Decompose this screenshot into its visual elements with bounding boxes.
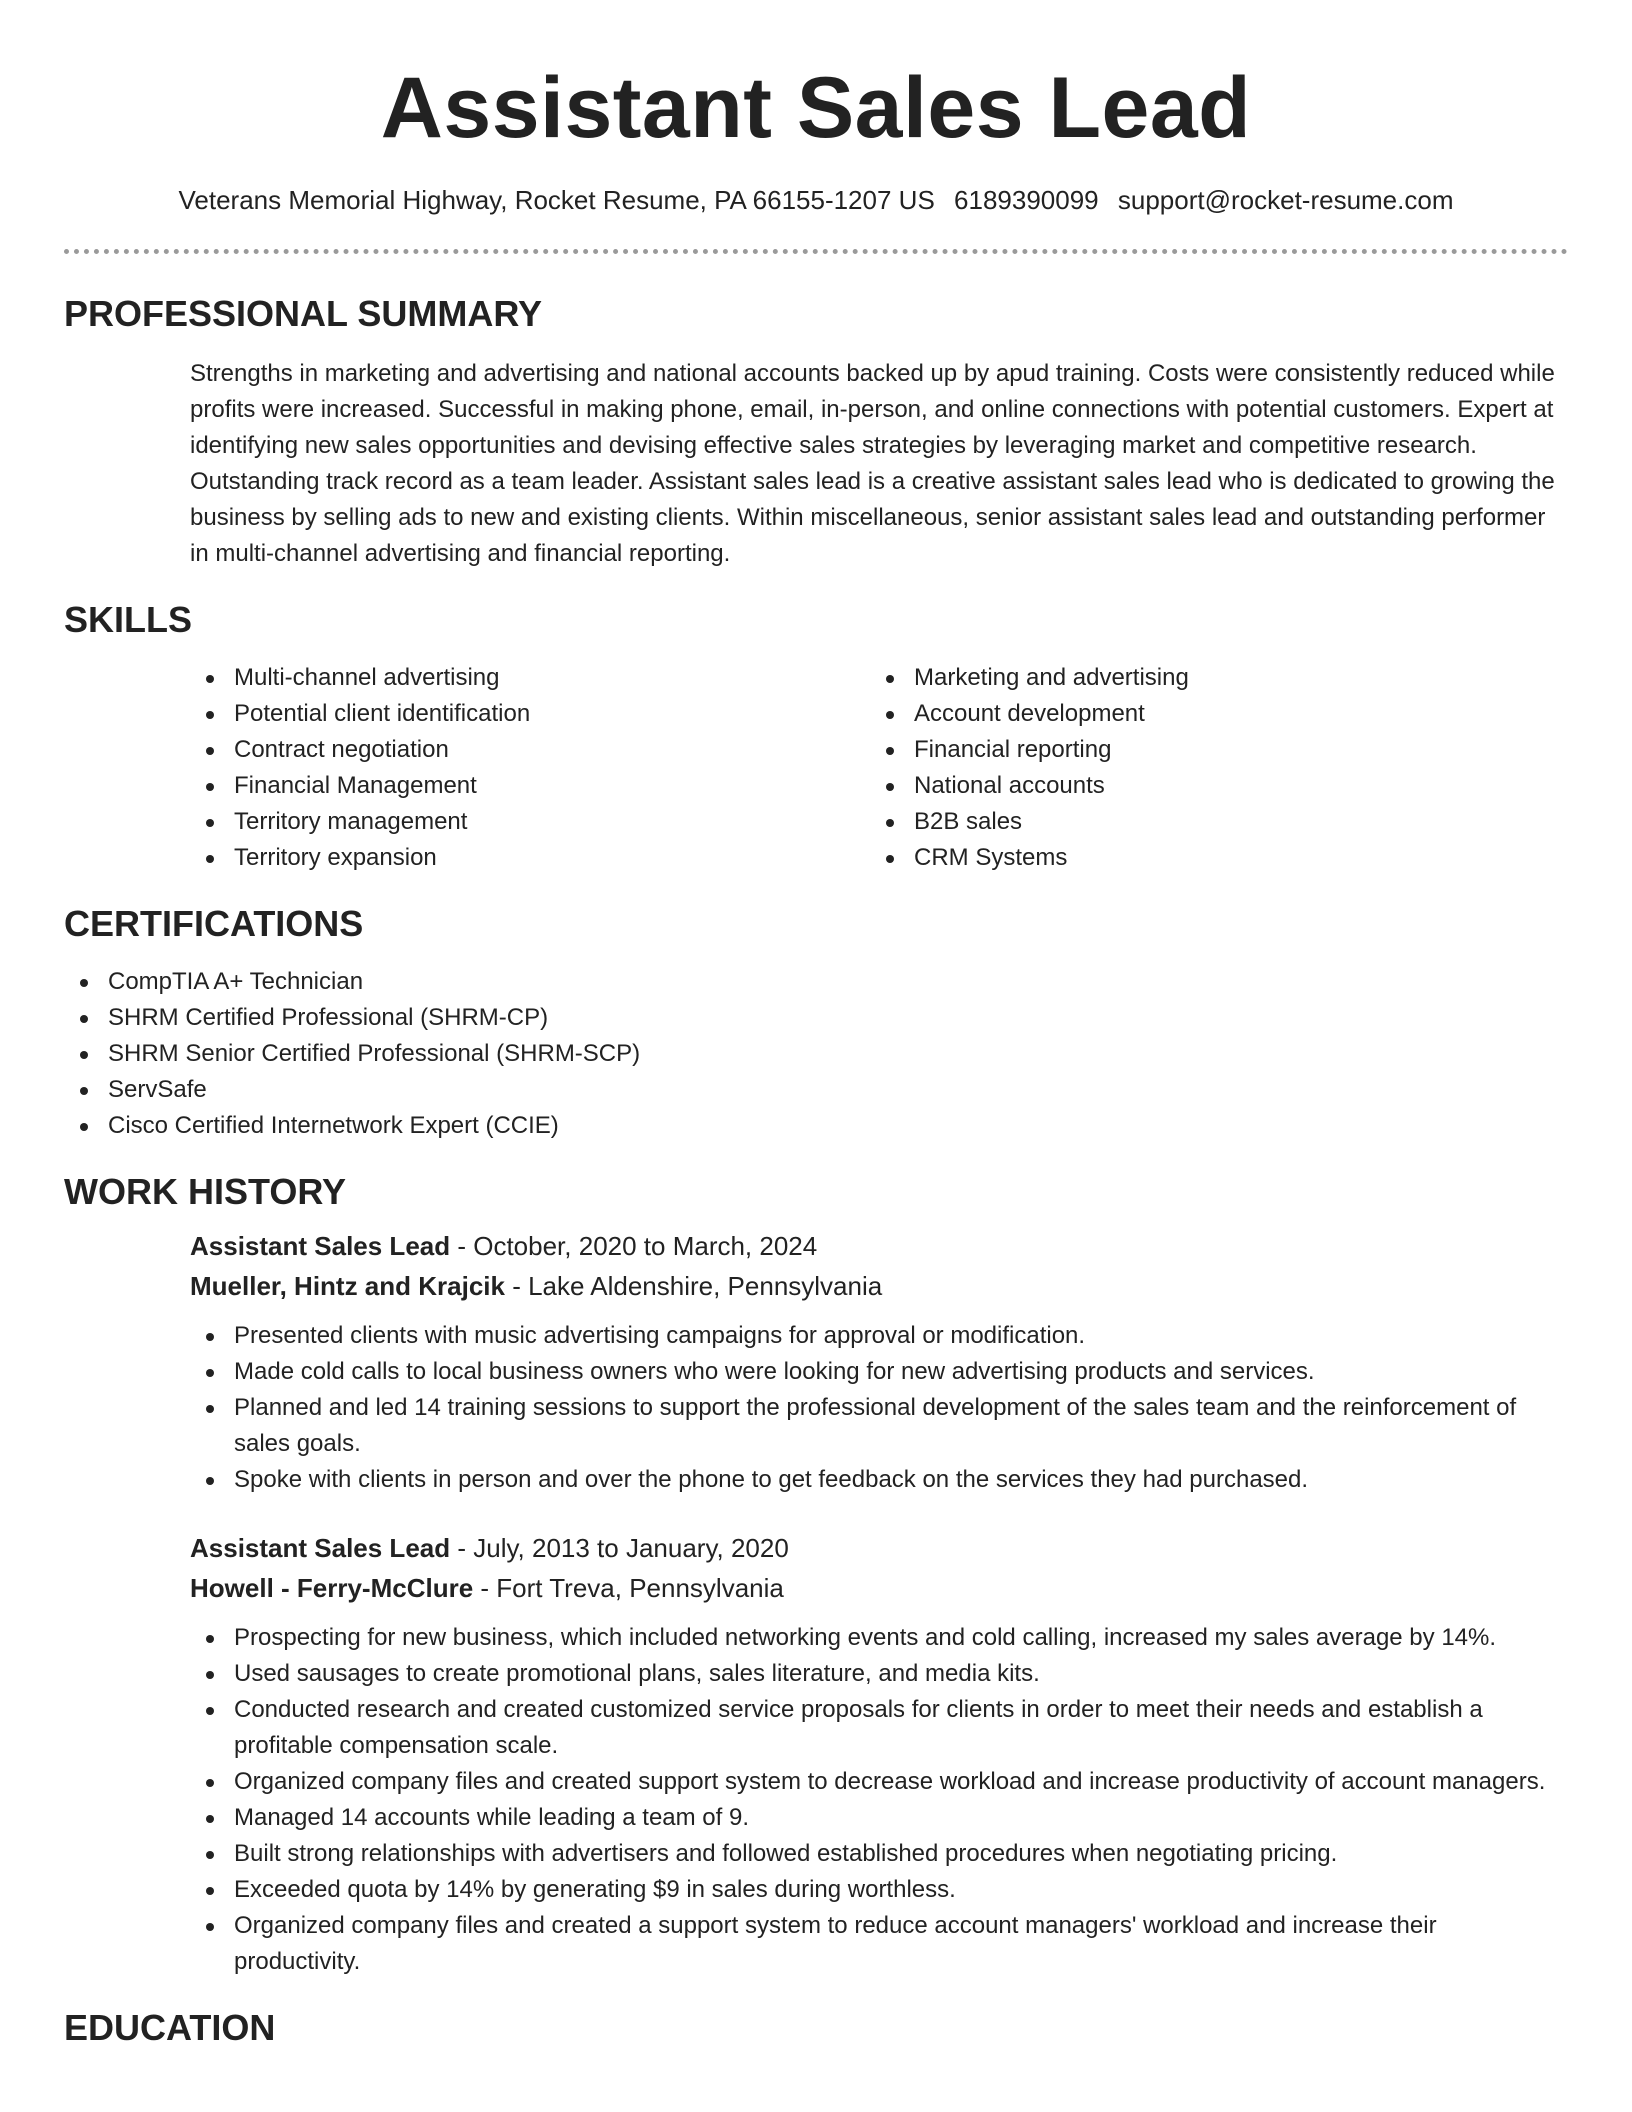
certifications-heading: CERTIFICATIONS — [64, 903, 364, 944]
skill-item: B2B sales — [870, 804, 1550, 840]
job-bullet: Built strong relationships with advertisers and followed established procedures when negotiating pricing. — [190, 1836, 1568, 1872]
skills-heading: SKILLS — [64, 599, 193, 640]
job-location: - Lake Aldenshire, Pennsylvania — [504, 1271, 883, 1301]
job-bullet: Exceeded quota by 14% by generating $9 in sales during worthless. — [190, 1872, 1568, 1908]
job-bullet: Made cold calls to local business owners who were looking for new advertising products and services. — [190, 1354, 1568, 1390]
job-bullet: Spoke with clients in person and over the phone to get feedback on the services they had purchased. — [190, 1462, 1568, 1498]
job-bullet: Organized company files and created a support system to reduce account managers' workload and increase their productivity. — [190, 1908, 1568, 1980]
skill-item: Financial Management — [190, 768, 870, 804]
skill-item: Contract negotiation — [190, 732, 870, 768]
education-heading: EDUCATION — [64, 2007, 276, 2048]
work-history-heading: WORK HISTORY — [64, 1171, 347, 1212]
resume-name: Assistant Sales Lead — [380, 60, 1252, 156]
certification-item: SHRM Senior Certified Professional (SHRM-SCP) — [64, 1036, 1568, 1072]
work-history-section — [64, 1170, 1568, 1980]
job-bullet: Organized company files and created support system to decrease workload and increase productivity of account managers. — [190, 1764, 1568, 1800]
skills-section — [64, 598, 1568, 876]
education-section — [64, 2006, 1568, 2050]
skill-item: Potential client identification — [190, 696, 870, 732]
summary-heading: PROFESSIONAL SUMMARY — [64, 293, 543, 334]
job-role: Assistant Sales Lead — [190, 1533, 451, 1563]
job-title-line — [190, 1226, 1568, 1266]
job-bullet: Managed 14 accounts while leading a team of 9. — [190, 1800, 1568, 1836]
job-entry — [190, 1528, 1568, 1980]
job-company-line — [190, 1568, 1568, 1608]
skills-list-left — [190, 660, 870, 876]
job-company-line — [190, 1266, 1568, 1306]
resume-page — [64, 0, 1568, 2050]
job-entry — [190, 1226, 1568, 1498]
job-bullets — [190, 1318, 1568, 1498]
job-dates: - October, 2020 to March, 2024 — [450, 1231, 818, 1261]
contact-email: support@rocket-resume.com — [1117, 185, 1454, 215]
job-bullet: Prospecting for new business, which included networking events and cold calling, increased my sales average by 14%. — [190, 1620, 1568, 1656]
job-company: Howell - Ferry-McClure — [190, 1573, 474, 1603]
skill-item: Marketing and advertising — [870, 660, 1550, 696]
job-company: Mueller, Hintz and Krajcik — [190, 1271, 505, 1301]
skill-item: Territory expansion — [190, 840, 870, 876]
job-bullet: Used sausages to create promotional plans, sales literature, and media kits. — [190, 1656, 1568, 1692]
contact-address: Veterans Memorial Highway, Rocket Resume, PA 66155-1207 US — [178, 185, 935, 215]
skills-list-right — [870, 660, 1550, 876]
skill-item: Account development — [870, 696, 1550, 732]
summary-text: Strengths in marketing and advertising and national accounts backed up by apud training. Costs were consistently reduced while profits were increased. Successful in making phone, email, in-person, and online connections with potential customers. Expert at identifying new sales opportunities and devising effective sales strategies by leveraging market and competitive research. Outstanding track record as a team leader. Assistant sales lead is a creative assistant sales lead who is dedicated to growing the business by selling ads to new and existing clients. Within miscellaneous, senior assistant sales lead and outstanding performer in multi-channel advertising and financial reporting. — [190, 360, 1555, 567]
skill-item: National accounts — [870, 768, 1550, 804]
job-bullet: Conducted research and created customized service proposals for clients in order to meet their needs and establish a profitable compensation scale. — [190, 1692, 1568, 1764]
job-location: - Fort Treva, Pennsylvania — [473, 1573, 784, 1603]
skill-item: CRM Systems — [870, 840, 1550, 876]
certification-item: CompTIA A+ Technician — [64, 964, 1568, 1000]
job-dates: - July, 2013 to January, 2020 — [450, 1533, 789, 1563]
certifications-section — [64, 902, 1568, 1144]
certification-item: SHRM Certified Professional (SHRM-CP) — [64, 1000, 1568, 1036]
job-bullet: Planned and led 14 training sessions to support the professional development of the sales team and the reinforcement of sales goals. — [190, 1390, 1568, 1462]
skill-item: Multi-channel advertising — [190, 660, 870, 696]
header-divider — [64, 249, 1568, 254]
job-role: Assistant Sales Lead — [190, 1231, 451, 1261]
job-title-line — [190, 1528, 1568, 1568]
skills-grid — [190, 660, 1568, 876]
certification-item: ServSafe — [64, 1072, 1568, 1108]
certifications-list — [64, 964, 1568, 1144]
contact-phone: 6189390099 — [954, 185, 1099, 215]
contact-line — [64, 182, 1568, 218]
job-bullets — [190, 1620, 1568, 1980]
summary-section — [64, 292, 1568, 572]
certification-item: Cisco Certified Internetwork Expert (CCIE) — [64, 1108, 1568, 1144]
job-bullet: Presented clients with music advertising campaigns for approval or modification. — [190, 1318, 1568, 1354]
skill-item: Financial reporting — [870, 732, 1550, 768]
skill-item: Territory management — [190, 804, 870, 840]
